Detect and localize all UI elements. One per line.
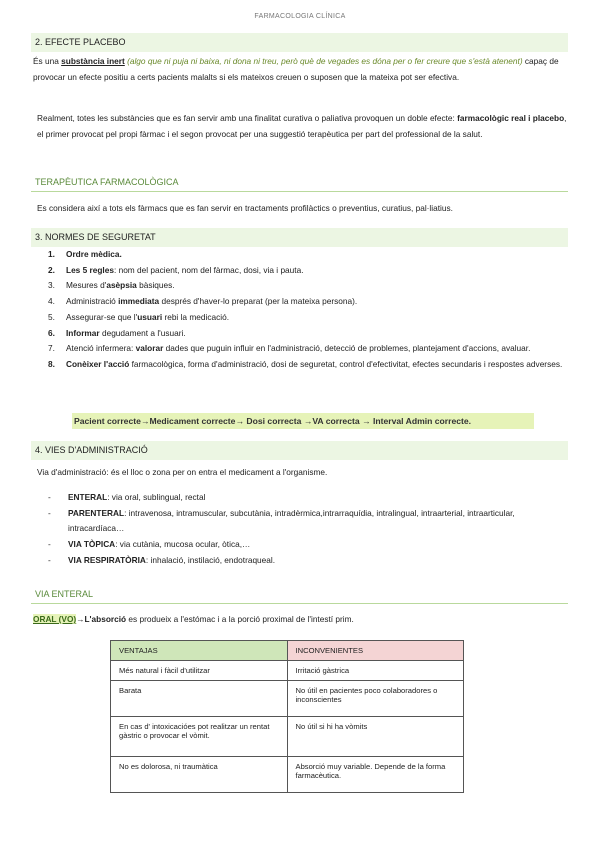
page-header: FARMACOLOGIA CLÍNICA [254, 13, 346, 20]
vies-list [48, 490, 563, 569]
table-row [111, 757, 464, 793]
table-cell: Irritació gàstrica [287, 661, 464, 681]
table-cell: Barata [111, 681, 288, 717]
list-item: 1. Ordre mèdica. [48, 249, 122, 259]
section-heading-normes: 3. NORMES DE SEGURETAT [31, 228, 568, 247]
table-cell: No útil si hi ha vòmits [287, 717, 464, 757]
list-item: 8. Conèixer l'acció farmacològica, forma d'administració, dosi de seguretat, control d'efectivitat, efectes secundaris i respostes adverses. [48, 358, 563, 369]
oral-paragraph: ORAL (VO)→L'absorció es produeix a l'estómac i a la porció proximal de l'intestí prim. [33, 614, 354, 624]
normes-list [48, 247, 563, 373]
placebo-paragraph-1: És una substància inert (algo que ni puja ni baixa, ni dona ni treu, però què de vegades es dóna per o fer creure que s'està atenent) capaç de provocar un efecte positiu a certs pacients malalts si els mateixos creuen o suposen que la mateixa pot ser efectiva. [33, 56, 559, 82]
table-cell: Més natural i fàcil d'utilitzar [111, 661, 288, 681]
placebo-paragraph-2: Realment, totes les substàncies que es fan servir amb una finalitat curativa o paliativa provoquen un doble efecte: farmacològic real i placebo, el primer provocat pel propi fàrmac i el segon provocat per una suggestió terapèutica per part del professional de la salut. [37, 113, 567, 139]
table-row [111, 681, 464, 717]
oral-label: ORAL (VO) [33, 614, 77, 624]
list-item: 2. Les 5 regles: nom del pacient, nom del fàrmac, dosi, via i pauta. [48, 264, 304, 275]
table-cell: Absorció muy variable. Depende de la forma farmacèutica. [287, 757, 464, 793]
section-heading-via-enteral: VIA ENTERAL [31, 585, 568, 604]
list-item: - VIA RESPIRATÒRIA: inhalació, instilació, endotraqueal. [48, 554, 276, 565]
list-item: 7. Atenció infermera: valorar dades que puguin influir en l'administració, detecció de problemes, plantejament d'accions, avaluar. [48, 343, 531, 354]
table-header-row [111, 641, 464, 661]
table-row [111, 661, 464, 681]
list-item: - ENTERAL: via oral, sublingual, rectal [48, 492, 206, 502]
summary-highlight: Pacient correcte→Medicament correcte→ Dosi correcta →VA correcta → Interval Admin correcte. [72, 413, 534, 429]
table-row [111, 717, 464, 757]
column-header-ventajas: VENTAJAS [111, 641, 288, 661]
table-cell: No es dolorosa, ni traumàtica [111, 757, 288, 793]
terapeutica-paragraph: Es considera així a tots els fàrmacs que es fan servir en tractaments profilàctics o preventius, curatius, pal·liatius. [37, 203, 453, 213]
advantages-table [110, 640, 464, 793]
table-cell: En cas d' intoxicacióes pot realitzar un rentat gàstric o provocar el vòmit. [111, 717, 288, 757]
section-heading-terapeutica: TERAPÈUTICA FARMACOLÒGICA [31, 173, 568, 192]
vies-intro: Via d'administració: és el lloc o zona per on entra el medicament a l'organisme. [37, 467, 328, 477]
section-heading-placebo: 2. EFECTE PLACEBO [31, 33, 568, 52]
list-item: 3. Mesures d'asèpsia bàsiques. [48, 280, 175, 291]
column-header-inconvenientes: INCONVENIENTES [287, 641, 464, 661]
list-item: - PARENTERAL: intravenosa, intramuscular, subcutània, intradèrmica,intrarraquídia, intralingual, intraarterial, intraarticular, intracardíaca… [48, 507, 515, 534]
list-item: - VIA TÒPICA: via cutània, mucosa ocular, òtica,… [48, 539, 251, 550]
list-item: 5. Assegurar-se que l'usuari rebi la medicació. [48, 311, 230, 322]
list-item: 6. Informar degudament a l'usuari. [48, 327, 186, 338]
section-heading-vies: 4. VIES D'ADMINISTRACIÓ [31, 441, 568, 460]
list-item: 4. Administració immediata després d'haver-lo preparat (per la mateixa persona). [48, 296, 358, 307]
table-cell: No útil en pacientes poco colaboradores o inconscientes [287, 681, 464, 717]
